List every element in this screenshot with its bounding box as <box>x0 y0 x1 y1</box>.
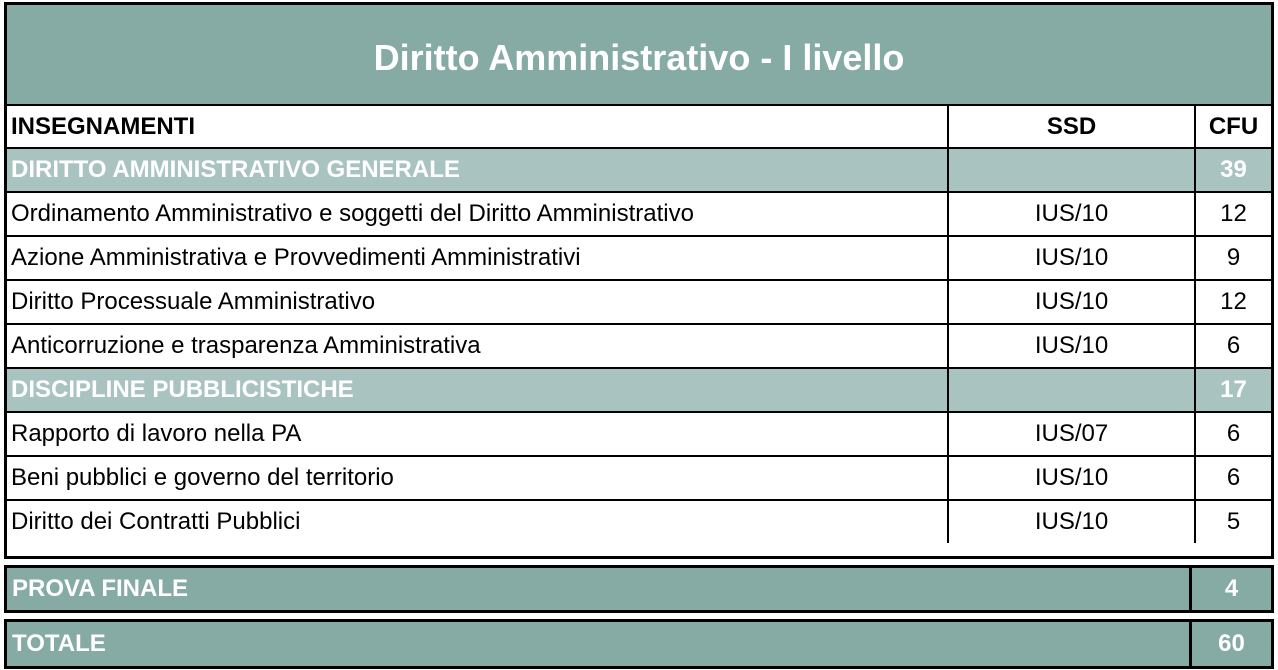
section-cfu: 39 <box>1195 148 1271 192</box>
course-ssd: IUS/10 <box>948 280 1195 324</box>
course-cfu: 6 <box>1195 324 1271 368</box>
totale-label: TOTALE <box>7 622 1192 666</box>
course-name: Beni pubblici e governo del territorio <box>7 456 948 500</box>
course-cfu: 9 <box>1195 236 1271 280</box>
course-ssd: IUS/10 <box>948 236 1195 280</box>
table-title: Diritto Amministrativo - I livello <box>7 5 1271 106</box>
prova-finale-row <box>7 568 1271 610</box>
table-row <box>7 324 1271 368</box>
course-ssd: IUS/07 <box>948 412 1195 456</box>
course-ssd: IUS/10 <box>948 192 1195 236</box>
table-row <box>7 236 1271 280</box>
section-cfu: 17 <box>1195 368 1271 412</box>
section-row <box>7 148 1271 192</box>
course-name: Rapporto di lavoro nella PA <box>7 412 948 456</box>
section-name: DISCIPLINE PUBBLICISTICHE <box>7 368 948 412</box>
prova-finale-block <box>4 565 1274 613</box>
course-name: Diritto dei Contratti Pubblici <box>7 500 948 543</box>
section-ssd-empty <box>948 368 1195 412</box>
courses-table <box>7 106 1271 543</box>
table-row <box>7 456 1271 500</box>
header-cfu: CFU <box>1195 106 1271 148</box>
course-name: Anticorruzione e trasparenza Amministrativa <box>7 324 948 368</box>
course-ssd: IUS/10 <box>948 456 1195 500</box>
course-cfu: 6 <box>1195 456 1271 500</box>
course-cfu: 12 <box>1195 192 1271 236</box>
header-row <box>7 106 1271 148</box>
course-cfu: 5 <box>1195 500 1271 543</box>
course-name: Azione Amministrativa e Provvedimenti Amministrativi <box>7 236 948 280</box>
totale-block <box>4 619 1274 669</box>
table-row <box>7 280 1271 324</box>
header-insegnamenti: INSEGNAMENTI <box>7 106 948 148</box>
totale-row <box>7 622 1271 666</box>
course-cfu: 12 <box>1195 280 1271 324</box>
course-ssd: IUS/10 <box>948 324 1195 368</box>
curriculum-table-block <box>4 2 1274 559</box>
table-row <box>7 192 1271 236</box>
section-name: DIRITTO AMMINISTRATIVO GENERALE <box>7 148 948 192</box>
section-ssd-empty <box>948 148 1195 192</box>
section-row <box>7 368 1271 412</box>
course-name: Ordinamento Amministrativo e soggetti del Diritto Amministrativo <box>7 192 948 236</box>
header-ssd: SSD <box>948 106 1195 148</box>
totale-cfu: 60 <box>1218 630 1245 657</box>
course-ssd: IUS/10 <box>948 500 1195 543</box>
prova-finale-cfu: 4 <box>1224 575 1239 602</box>
table-row <box>7 500 1271 543</box>
prova-finale-label: PROVA FINALE <box>7 568 1192 610</box>
course-cfu: 6 <box>1195 412 1271 456</box>
table-row <box>7 412 1271 456</box>
course-name: Diritto Processuale Amministrativo <box>7 280 948 324</box>
